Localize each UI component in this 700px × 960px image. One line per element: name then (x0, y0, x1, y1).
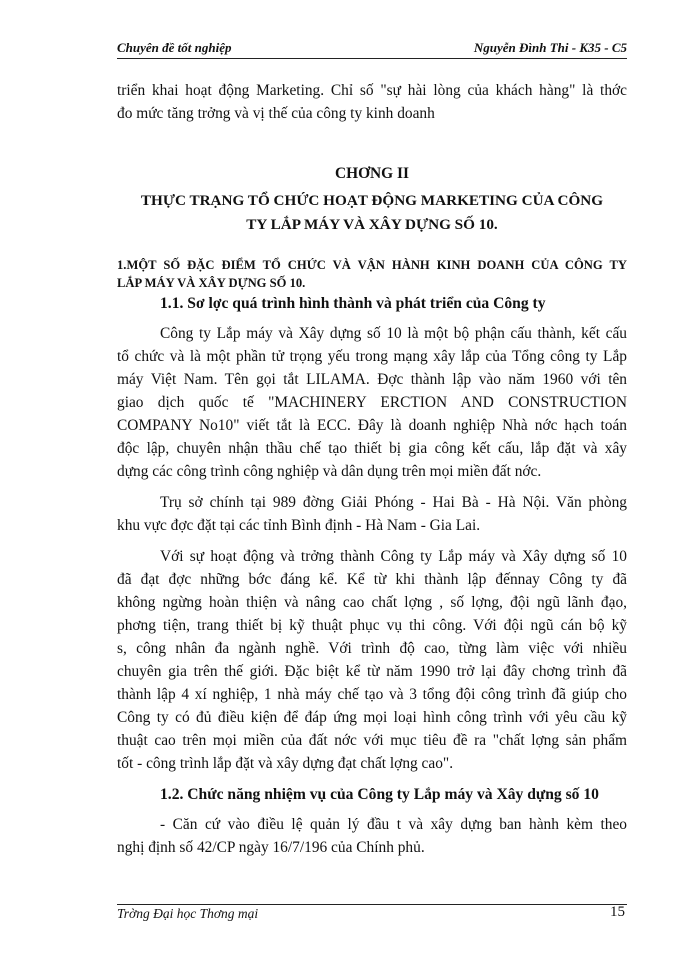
page-number: 15 (610, 904, 625, 920)
paragraph-line: s, công nhân đa ngành nghề. Với trình độ cao, từng làm việc với nhiều (117, 640, 627, 657)
paragraph-line: thành lập 4 xí nghiệp, 1 nhà máy chế tạo và 3 tổng đội công trình đã giúp cho (117, 686, 627, 703)
header-author: Nguyễn Đình Thi - K35 - C5 (473, 40, 627, 55)
paragraph-line: đã đạt đợc những bớc đáng kể. Kể từ khi thành lập đếnnay Công ty đã (117, 571, 627, 588)
paragraph-line: Với sự hoạt động và trởng thành Công ty Lắp máy và Xây dựng số 10 (160, 548, 627, 565)
chapter-title-line-1: THỰC TRẠNG TỔ CHỨC HOẠT ĐỘNG MARKETING CỦA CÔNG (140, 192, 604, 209)
footer-university: Trờng Đại học Thơng mại (117, 906, 259, 921)
paragraph-line: Công ty có đủ điều kiện để đáp ứng mọi loại hình công trình với yêu cầu kỹ (117, 709, 627, 726)
paragraph-line: không ngừng hoàn thiện và nâng cao chất lợng , số lợng, đội ngũ lãnh đạo, (117, 594, 627, 611)
paragraph-line: khu vực đợc đặt tại các tỉnh Bình định - Hà Nam - Gia Lai. (117, 517, 481, 534)
subsection-1-1-title: 1.1. Sơ lợc quá trình hình thành và phát triển của Công ty (160, 295, 546, 312)
paragraph-line: độc lập, chuyên nhận thầu chế tạo thiết bị gia công kết cấu, lắp đặt và xây (117, 440, 627, 457)
chapter-title-line-2: TY LẮP MÁY VÀ XÂY DỰNG SỐ 10. (246, 216, 498, 233)
paragraph-line: COMPANY No10" viết tắt là ECC. Đây là doanh nghiệp Nhà nớc hạch toán (117, 417, 627, 434)
section-title-line-2: LẮP MÁY VÀ XÂY DỰNG SỐ 10. (117, 276, 306, 290)
intro-line-1: triển khai hoạt động Marketing. Chỉ số "sự hài lòng của khách hàng" là thớc (117, 82, 627, 99)
paragraph-line: giao dịch quốc tế "MACHINERY ERCTION AND CONSTRUCTION (117, 394, 627, 411)
header-rule (117, 58, 627, 59)
paragraph-line: tổ chức và là một phần tử trọng yếu trong mạng xây lắp của Tổng công ty Lắp (117, 348, 627, 365)
footer-rule (117, 904, 627, 905)
subsection-1-2-title: 1.2. Chức năng nhiệm vụ của Công ty Lắp máy và Xây dựng số 10 (160, 786, 599, 803)
intro-line-2: đo mức tăng trởng và vị thế của công ty kinh doanh (117, 105, 435, 122)
section-title-line-1: 1.MỘT SỐ ĐẶC ĐIỂM TỔ CHỨC VÀ VẬN HÀNH KINH DOANH CỦA CÔNG TY (117, 258, 627, 272)
paragraph-line: máy Việt Nam. Tên gọi tắt LILAMA. Đợc thành lập vào năm 1960 với tên (117, 371, 627, 388)
paragraph-line: Công ty Lắp máy và Xây dựng số 10 là một bộ phận cấu thành, kết cấu (160, 325, 627, 342)
chapter-label: CHƠNG II (335, 165, 409, 182)
paragraph-line: nghị định số 42/CP ngày 16/7/196 của Chính phủ. (117, 839, 425, 856)
paragraph-line: tốt - công trình lắp đặt và xây dựng đạt chất lợng cao". (117, 755, 454, 772)
page-header (117, 40, 627, 60)
paragraph-line: thuật cao trên mọi miền của đất nớc với mục tiêu đề ra "chất lợng sản phẩm (117, 732, 627, 749)
paragraph-line: dựng các công trình công nghiệp và dân dụng trên mọi miền đất nớc. (117, 463, 542, 480)
paragraph-line: phơng tiện, trang thiết bị kỹ thuật phục vụ thi công. Với đội ngũ cán bộ kỹ (117, 617, 627, 634)
paragraph-line: chuyên gia trên thế giới. Đặc biệt kể từ năm 1990 trở lại đây chơng trình đã (117, 663, 627, 680)
paragraph-line: Trụ sở chính tại 989 đờng Giải Phóng - Hai Bà - Hà Nội. Văn phòng (160, 494, 627, 511)
paragraph-line: - Căn cứ vào điều lệ quản lý đầu t và xây dựng ban hành kèm theo (160, 816, 627, 833)
header-doc-type: Chuyên đề tốt nghiệp (117, 40, 232, 55)
